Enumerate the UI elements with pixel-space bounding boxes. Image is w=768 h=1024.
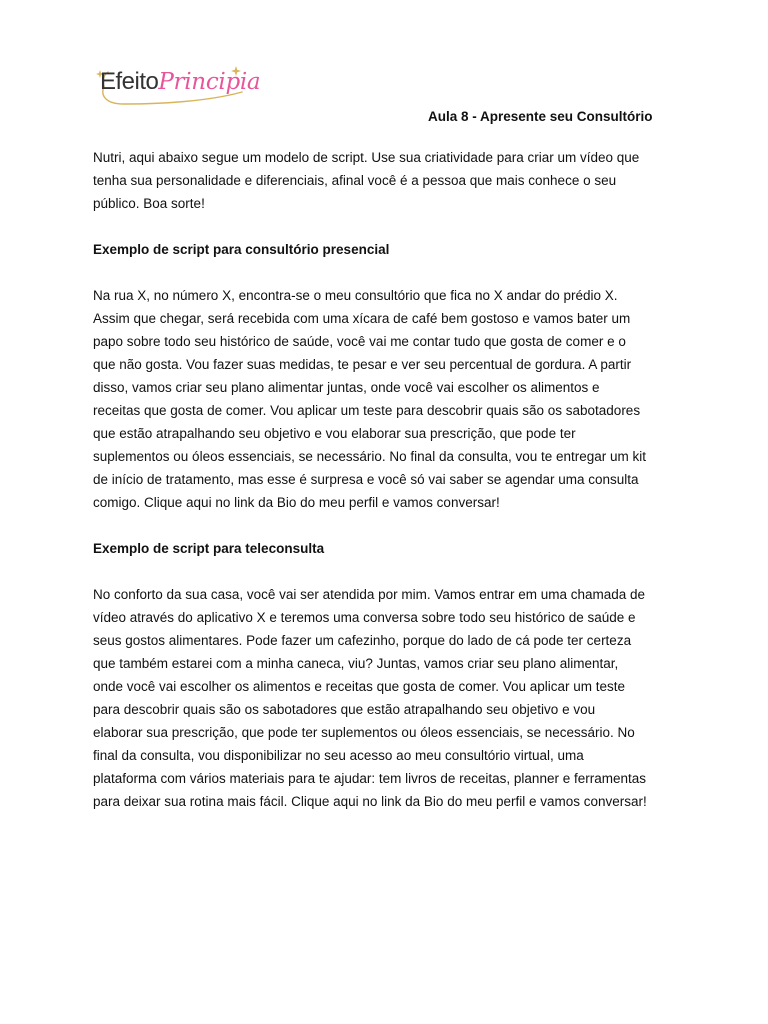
text-line: No conforto da sua casa, você vai ser atendida por mim. Vamos entrar em uma chamada de xyxy=(93,587,646,602)
text-line: comigo. Clique aqui no link da Bio do meu perfil e vamos conversar! xyxy=(93,495,500,510)
text-line: para deixar sua rotina mais fácil. Clique aqui no link da Bio do meu perfil e vamos conversar! xyxy=(93,794,647,809)
text-line: final da consulta, vou disponibilizar no seu acesso ao meu consultório virtual, uma xyxy=(93,748,584,763)
text-line: para descobrir quais são os sabotadores que estão atrapalhando seu objetivo e vou xyxy=(93,702,596,717)
text-line: suplementos ou óleos essenciais, se necessário. No final da consulta, vou te entregar um kit xyxy=(93,449,647,464)
text-line: elaborar sua prescrição, que pode ter suplementos ou óleos essenciais, se necessário. No xyxy=(93,725,635,740)
text-line: de início de tratamento, mas esse é surpresa e você só vai saber se agendar uma consulta xyxy=(93,472,639,487)
text-line: Assim que chegar, será recebida com uma xícara de café bem gostoso e vamos bater um xyxy=(93,311,631,326)
text-line: que também estarei com a minha caneca, viu? Juntas, vamos criar seu plano alimentar, xyxy=(93,656,619,671)
text-line: que estão atrapalhando seu objetivo e vou elaborar sua prescrição, que pode ter xyxy=(93,426,576,441)
text-line: papo sobre todo seu histórico de saúde, você vai me contar tudo que gosta de comer e o xyxy=(93,334,626,349)
section-heading-teleconsulta: Exemplo de script para teleconsulta xyxy=(93,541,325,556)
text-line: onde você vai escolher os alimentos e receitas que gosta de comer. Vou aplicar um teste xyxy=(93,679,626,694)
document-body xyxy=(93,146,683,813)
text-line: plataforma com vários materiais para te ajudar: tem livros de receitas, planner e ferramentas xyxy=(93,771,646,786)
text-line: disso, vamos criar seu plano alimentar juntas, onde você vai escolher os alimentos e xyxy=(93,380,600,395)
text-line: tenha sua personalidade e diferenciais, afinal você é a pessoa que mais conhece o seu xyxy=(93,173,617,188)
text-line: vídeo através do aplicativo X e teremos uma conversa sobre todo seu histórico de saúde e xyxy=(93,610,636,625)
logo-text-primary: Efeito xyxy=(100,68,159,95)
logo-wordmark xyxy=(100,68,260,96)
brand-logo xyxy=(96,62,261,112)
text-line: seus gostos alimentares. Pode fazer um cafezinho, porque do lado de cá pode ter certeza xyxy=(93,633,632,648)
text-line: público. Boa sorte! xyxy=(93,196,205,211)
text-line: receitas que gosta de comer. Vou aplicar um teste para descobrir quais são os sabotadores xyxy=(93,403,641,418)
text-line: que não gosta. Vou fazer suas medidas, te pesar e ver seu percentual de gordura. A partir xyxy=(93,357,632,372)
script-paragraph-teleconsulta xyxy=(93,583,683,813)
intro-paragraph xyxy=(93,146,683,215)
lesson-title: Aula 8 - Apresente seu Consultório xyxy=(428,109,653,124)
text-line: Nutri, aqui abaixo segue um modelo de script. Use sua criatividade para criar um vídeo que xyxy=(93,150,640,165)
text-line: Na rua X, no número X, encontra-se o meu consultório que fica no X andar do prédio X. xyxy=(93,288,618,303)
script-paragraph-presencial xyxy=(93,284,683,514)
logo-text-script: Principia xyxy=(158,69,261,95)
section-heading-presencial: Exemplo de script para consultório presencial xyxy=(93,242,390,257)
